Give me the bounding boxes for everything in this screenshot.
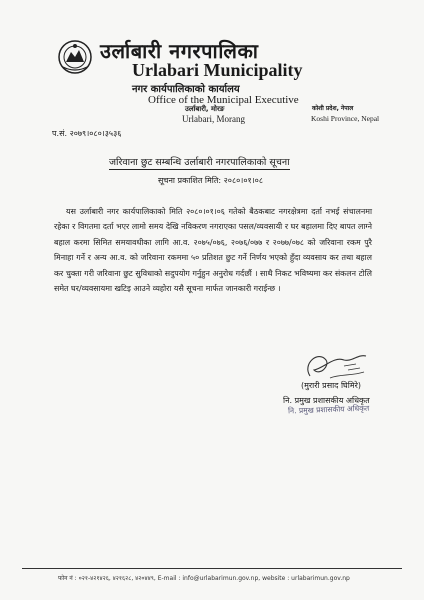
notice-title: जरिवाना छुट सम्बन्धि उर्लाबारी नगरपालिकाको सूचना: [109, 157, 290, 168]
province-english: Koshi Province, Nepal: [311, 114, 380, 123]
official-stamp: नि. प्रमुख प्रशासकीय अधिकृत: [287, 403, 370, 416]
reference-number: प.सं. २०७९।०८०।३५३६: [52, 129, 122, 138]
signatory-name: (मुरारी प्रसाद घिमिरे): [301, 381, 362, 390]
published-date: सूचना प्रकाशित मिति: २०८०।०१।०८: [158, 176, 263, 185]
nepal-emblem-logo: [58, 40, 92, 74]
province-nepali: कोशी प्रदेश, नेपाल: [312, 105, 354, 112]
municipality-name-nepali: उर्लाबारी नगरपालिका: [100, 39, 259, 63]
signatory-title: नि. प्रमुख प्रशासकीय अधिकृत: [283, 396, 370, 405]
office-name-nepali: नगर कार्यपालिकाको कार्यालय: [132, 84, 240, 95]
municipality-name-english: Urlabari Municipality: [132, 60, 303, 80]
location-nepali: उर्लाबारी, मोरङ: [185, 105, 225, 113]
location-english: Urlabari, Morang: [182, 114, 245, 124]
office-name-english: Office of the Municipal Executive: [148, 94, 299, 106]
footer-contact: फोन नं : ०२१-४२१४२६, ४२१६२८, ४२०४४९, E-mail : info@urlabarimun.gov.np, website : urlabarimun.gov.np: [58, 575, 350, 582]
footer-divider: [22, 568, 402, 569]
notice-body: यस उर्लाबारी नगर कार्यपालिकाको मिति २०८०।०१।०६ गतेको बैठकबाट नगरक्षेत्रमा दर्ता नभई संचालनमा रहेका र विगतमा दर्ता भएर लामो समय देखि नविकरण नगराएका पसल/व्यवसायी र घर बहालमा दिए बापत लाग्ने बहाल करमा सिमित समयावधीका लागि आ.व. २०७५/०७६, २०७६/०७७ र २०७७/०७८ को जरिवाना रकम पुरै मिनाहा गर्ने र अन्य आ.व. को जरिवाना रकममा ५० प्रतिशत छुट गर्ने निर्णय भएको हुँदा व्यवसाय कर तथा बहाल कर चुक्ता गरी जरिवाना छुट सुविधाको सदुपयोग गर्नुहुन अनुरोध गर्दछौं । साथै निकट भविष्यमा कर संकलन टोलि समेत घर/व्यवसायमा खटिइ आउने व्यहोरा यसै सूचना मार्फत जानकारी गराईन्छ ।: [54, 207, 372, 294]
